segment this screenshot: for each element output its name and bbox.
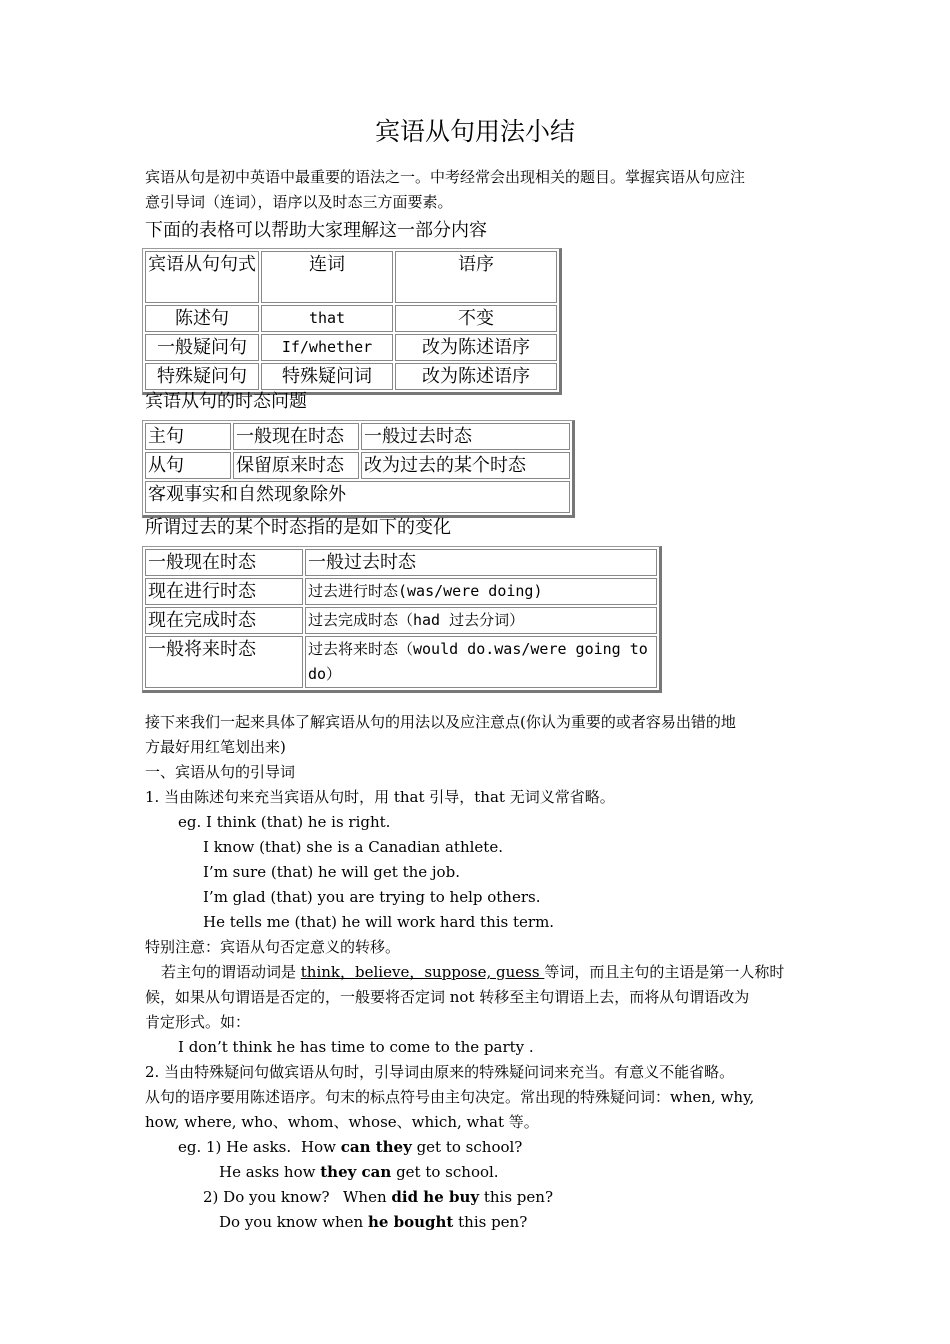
table-row (145, 578, 657, 605)
paragraph-line: 方最好用红笔划出来) (145, 738, 286, 756)
table-row (145, 481, 570, 513)
table-cell: 过去进行时态(was/were doing) (305, 578, 657, 605)
table3-heading: 所谓过去的某个时态指的是如下的变化 (145, 517, 451, 538)
table-cell: 过去完成时态（had 过去分词） (305, 607, 657, 634)
table-cell: 改为陈述语序 (395, 363, 557, 390)
text-span: When (343, 1188, 392, 1206)
table-row (145, 452, 570, 479)
section-heading: 一、宾语从句的引导词 (145, 763, 296, 781)
example-line: I’m glad (that) you are trying to help others. (203, 888, 541, 906)
table-cell: 改为陈述语序 (395, 334, 557, 361)
table-cell: 一般疑问句 (145, 334, 259, 361)
example-line (145, 1185, 825, 1210)
example-line (145, 1135, 825, 1160)
table-cell: 现在进行时态 (145, 578, 303, 605)
table1-heading: 下面的表格可以帮助大家理解这一部分内容 (145, 220, 487, 241)
paragraph-line: 候，如果从句谓语是否定的，一般要将否定词 not 转移至主句谓语上去，而将从句谓语改为 (145, 988, 750, 1006)
page-title: 宾语从句用法小结 (374, 117, 575, 146)
paragraph-line: 从句的语序要用陈述语序。句末的标点符号由主句决定。常出现的特殊疑问词：when, why, (145, 1088, 755, 1106)
table-cell: 特殊疑问句 (145, 363, 259, 390)
special-note: 特别注意：宾语从句否定意义的转移。 (145, 938, 401, 956)
rule-item-1: 1. 当由陈述句来充当宾语从句时，用 that 引导，that 无词义常省略。 (145, 788, 615, 806)
text-span: get to school. (391, 1163, 499, 1181)
text-span: 等词，而且主句的主语是第一人称时 (544, 963, 785, 981)
table-cell: 改为过去的某个时态 (361, 452, 570, 479)
conjunction-table (142, 248, 562, 395)
table2-heading: 宾语从句的时态问题 (145, 391, 307, 412)
example-line: eg. I think (that) he is right. (178, 813, 391, 831)
table-cell: that (261, 305, 393, 332)
paragraph-line (145, 960, 825, 985)
table-cell: 主句 (145, 423, 231, 450)
table-cell: 一般现在时态 (145, 549, 303, 576)
underlined-verbs: think，believe，suppose, guess (300, 963, 545, 981)
text-span: 2) Do you know? (203, 1188, 330, 1206)
table-cell: 特殊疑问词 (261, 363, 393, 390)
table-row (145, 607, 657, 634)
tense-change-table (142, 546, 662, 693)
example-line (145, 1210, 825, 1235)
example-line: I don’t think he has time to come to the party . (178, 1038, 534, 1056)
table-header-cell: 语序 (395, 251, 557, 303)
table-cell: 一般过去时态 (361, 423, 570, 450)
table-cell: If/whether (261, 334, 393, 361)
example-line: I know (that) she is a Canadian athlete. (203, 838, 503, 856)
table-row (145, 363, 557, 390)
bold-span: he bought (367, 1213, 454, 1231)
text-span: this pen? (479, 1188, 553, 1206)
rule-item-2: 2. 当由特殊疑问句做宾语从句时，引导词由原来的特殊疑问词来充当。有意义不能省略。 (145, 1063, 735, 1081)
tense-table (142, 420, 575, 518)
example-line: He tells me (that) he will work hard this term. (203, 913, 555, 931)
text-span: eg. 1) He asks. (178, 1138, 292, 1156)
text-span: get to school? (411, 1138, 523, 1156)
table-row (145, 251, 557, 303)
paragraph-line: 接下来我们一起来具体了解宾语从句的用法以及应注意点(你认为重要的或者容易出错的地 (145, 713, 736, 731)
bold-span: can they (340, 1138, 412, 1156)
table-header-cell: 宾语从句句式 (145, 251, 259, 303)
table-header-cell: 连词 (261, 251, 393, 303)
table-row (145, 305, 557, 332)
table-cell: 一般现在时态 (233, 423, 359, 450)
intro-paragraph (145, 165, 825, 215)
table-cell: 从句 (145, 452, 231, 479)
table-cell: 不变 (395, 305, 557, 332)
table-row (145, 636, 657, 688)
example-line (145, 1160, 825, 1185)
body-text (145, 710, 825, 1235)
bold-span: did he buy (391, 1188, 480, 1206)
table-row (145, 334, 557, 361)
example-line: I’m sure (that) he will get the job. (203, 863, 460, 881)
table-cell: 一般将来时态 (145, 636, 303, 688)
paragraph-line: how, where, who、whom、whose、which, what 等。 (145, 1113, 539, 1131)
intro-line-2: 意引导词（连词），语序以及时态三方面要素。 (145, 193, 453, 211)
bold-span: they can (320, 1163, 392, 1181)
table-cell: 陈述句 (145, 305, 259, 332)
text-span: Do you know when (219, 1213, 368, 1231)
table-cell: 一般过去时态 (305, 549, 657, 576)
text-span: He asks how (219, 1163, 321, 1181)
text-span: How (301, 1138, 341, 1156)
table-cell: 现在完成时态 (145, 607, 303, 634)
table-cell: 客观事实和自然现象除外 (145, 481, 570, 513)
table-cell: 保留原来时态 (233, 452, 359, 479)
paragraph-line: 肯定形式。如： (145, 1013, 251, 1031)
table-row (145, 423, 570, 450)
table-cell: 过去将来时态（would do.was/were going to do） (305, 636, 657, 688)
table-row (145, 549, 657, 576)
intro-line-1: 宾语从句是初中英语中最重要的语法之一。中考经常会出现相关的题目。掌握宾语从句应注 (145, 168, 746, 186)
text-span: this pen? (453, 1213, 528, 1231)
text-span: 若主句的谓语动词是 (161, 963, 301, 981)
